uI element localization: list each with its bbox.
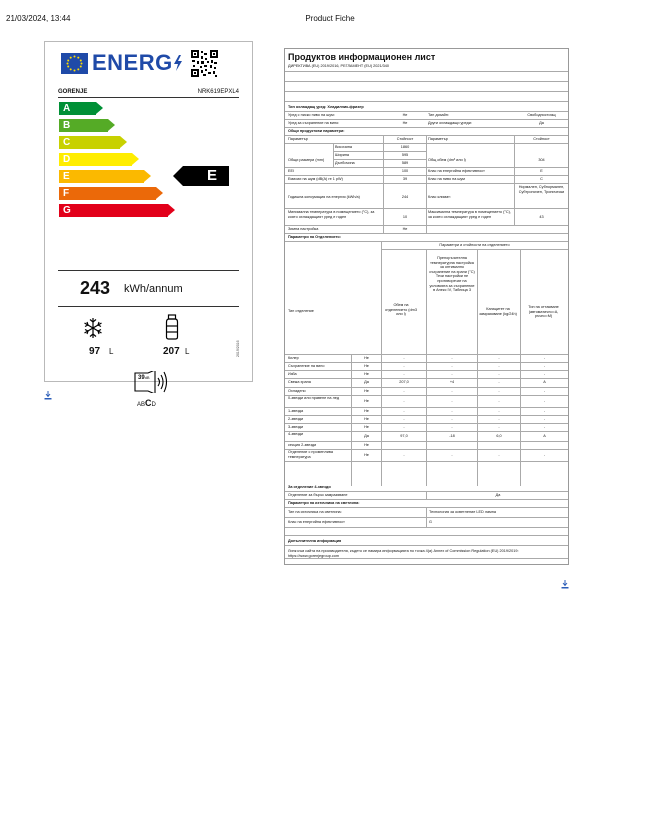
- compartment-freeze: 6,0: [496, 433, 502, 438]
- dim-depth-label: Дълбочина: [335, 161, 355, 165]
- freeze-col-header: Капацитет на замразяване (kg/24h): [479, 307, 517, 316]
- qr-code-icon: [191, 50, 218, 77]
- compartment-temp: +4: [449, 380, 455, 385]
- compartment-volume: -: [403, 355, 405, 360]
- compartment-present: Не: [364, 424, 369, 429]
- energy-class-bar: D: [59, 153, 132, 166]
- compartment-freeze: -: [498, 416, 500, 421]
- noise-db-unit: dB: [144, 375, 150, 380]
- energy-label: [44, 41, 253, 408]
- dim-depth-value: 589: [401, 161, 409, 165]
- divider: [58, 270, 239, 271]
- four-star-heading: За отделение 4-звезди: [288, 485, 331, 489]
- total-volume-value: 304: [538, 158, 545, 162]
- compartment-defrost: -: [543, 355, 546, 360]
- value-col-header: Стойност: [533, 137, 550, 141]
- compartment-defrost: -: [543, 371, 546, 376]
- max-temp-value: 43: [539, 215, 544, 219]
- min-temp-value: 10: [402, 215, 408, 219]
- brand-name: GORENJE: [58, 89, 88, 95]
- compartment-name: секция 2-звезди: [288, 442, 317, 447]
- light-type-label: Тип на източника на светлина:: [288, 510, 342, 514]
- fast-freeze-label: Отделение за бързо замразяване: [288, 493, 348, 497]
- energy-wordmark: [92, 50, 183, 76]
- volume-col-header: Обем на отделението (dm3 или l): [385, 303, 417, 317]
- eff-class-value: E: [540, 169, 543, 173]
- compartment-temp: -: [451, 371, 453, 376]
- compartment-name: Отделение с променлива температура: [288, 450, 333, 459]
- noise-class-post: D: [151, 402, 156, 408]
- compartment-present: Не: [364, 355, 369, 360]
- compartment-present: Не: [364, 452, 369, 457]
- compartment-name: Килер: [288, 355, 299, 360]
- compartment-present: Не: [364, 442, 369, 447]
- noise-class-value: C: [540, 177, 543, 181]
- download-icon[interactable]: [44, 387, 54, 397]
- design-type-label: Тип дизайн:: [428, 113, 449, 117]
- param-col-header: Параметър: [288, 137, 308, 141]
- sheet-directive: ДИРЕКТИВА (EU) 2019/2016, РЕГЛАМЕНТ (EU) 2021/340: [288, 64, 389, 68]
- compartment-type-header: Тип отделение: [288, 309, 314, 313]
- compartment-present: Да: [364, 380, 369, 385]
- other-cooling-label: Други охлаждащи уреди:: [428, 121, 472, 125]
- eei-value: 100: [401, 169, 409, 173]
- max-temp-label: Максимална температура в помещението (°C), за която охлаждащият уред е годен: [428, 210, 511, 219]
- other-cooling-value: Да: [539, 121, 544, 125]
- dims-label: Общи размери (mm): [288, 158, 325, 162]
- general-params-heading: Общи продуктови параметри:: [288, 129, 345, 133]
- compartment-freeze: -: [498, 363, 500, 368]
- light-type-value: Технология за осветление LED лампа: [429, 510, 496, 514]
- compartment-volume: -: [403, 452, 405, 457]
- compartment-present: Не: [364, 371, 369, 376]
- compartment-defrost: -: [543, 452, 546, 457]
- noise-class-label: Клас на ниво на шум: [428, 177, 465, 181]
- compartment-volume: 207,0: [399, 380, 409, 385]
- compartment-defrost: A: [543, 380, 546, 385]
- light-class-label: Клас на енергийна ефективност: [288, 520, 345, 524]
- temp-col-header: Препоръчителна температурна настройка за оптимално съхранение на храни (°C) Тези настройки не противоречат на условията за съхранение в Анекс IV, Таблица 3: [429, 256, 475, 293]
- winter-setting-value: Не: [402, 227, 408, 231]
- divider: [58, 97, 239, 98]
- compartment-volume: -: [403, 388, 405, 393]
- freezer-volume-unit: L: [109, 347, 114, 356]
- climate-class-value: Нормален, Субнормален, Субтропичен, Тропически: [518, 185, 565, 194]
- compartment-defrost: -: [543, 416, 546, 421]
- compartment-temp: -: [451, 398, 453, 403]
- compartment-name: Изба: [288, 371, 297, 376]
- compartment-temp: -: [451, 416, 453, 421]
- energy-class-bar: A: [59, 102, 96, 115]
- dim-height-label: Височина: [335, 145, 352, 149]
- compartment-defrost: -: [543, 424, 546, 429]
- energy-class-bar: C: [59, 136, 120, 149]
- compartment-name: 0-звезди или правене на лед: [288, 396, 340, 400]
- print-datetime: 21/03/2024, 13:44: [6, 14, 71, 23]
- compartment-present: Не: [364, 416, 369, 421]
- dim-height-value: 1860: [400, 145, 410, 149]
- compartment-name: Съхранение на вино: [288, 363, 325, 368]
- compartment-defrost: -: [543, 363, 546, 368]
- compartment-freeze: -: [498, 452, 500, 457]
- noise-class-letter: C: [145, 398, 152, 408]
- low-noise-value: Не: [402, 113, 408, 117]
- annual-energy-unit: kWh/annum: [124, 283, 183, 295]
- compartment-freeze: -: [498, 408, 500, 413]
- product-information-sheet: [284, 48, 569, 565]
- compartment-defrost: -: [543, 408, 546, 413]
- compartment-name: 2-звезди: [288, 416, 304, 421]
- compartment-name: 3-звезди: [288, 424, 304, 429]
- rating-letter: E: [206, 167, 217, 184]
- compartment-name: 1-звезда: [288, 408, 304, 413]
- annual-consumption-label: Годишна консумация на енергия (kWh/a): [288, 195, 360, 199]
- compartment-freeze: -: [498, 398, 500, 403]
- eff-class-label: Клас на енергийна ефективност: [428, 169, 485, 173]
- fast-freeze-value: Да: [495, 493, 501, 497]
- compartment-present: Не: [364, 363, 369, 368]
- compartment-name: Свежа храна: [288, 380, 311, 385]
- download-icon[interactable]: [561, 576, 571, 586]
- freezer-volume: 97: [89, 346, 101, 357]
- compartment-freeze: -: [498, 388, 500, 393]
- compartment-present: Да: [364, 433, 369, 438]
- eei-label: EEI: [288, 169, 295, 173]
- compartment-volume: -: [403, 416, 405, 421]
- compartment-temp: -: [451, 388, 453, 393]
- total-volume-label: Общ обем (dm³ или l): [428, 158, 466, 162]
- compartment-volume: -: [403, 408, 405, 413]
- compartment-volume: -: [403, 424, 405, 429]
- compartment-freeze: -: [498, 355, 500, 360]
- compartment-values-heading: Параметри и стойности на отделението: [439, 243, 510, 247]
- compartment-freeze: -: [498, 371, 500, 376]
- energy-class-bar: F: [59, 187, 156, 200]
- extra-info-heading: Допълнителна информация: [288, 539, 342, 543]
- appliance-type: Тип охлаждащ уред: Хладилник-фризер: [288, 105, 364, 109]
- compartment-temp: -: [451, 452, 453, 457]
- low-noise-label: Уред с ниско ниво на шум:: [288, 113, 335, 117]
- compartment-defrost: -: [543, 398, 546, 403]
- compartment-name: Охладено: [288, 388, 306, 393]
- dim-width-label: Ширина: [335, 153, 350, 157]
- param-col-header: Параметър: [428, 137, 448, 141]
- noise-db-value: 39: [138, 375, 145, 381]
- page-title: Product Fiche: [305, 14, 355, 23]
- compartment-temp: -: [451, 363, 453, 368]
- divider: [58, 306, 239, 307]
- compartment-freeze: -: [498, 424, 500, 429]
- fridge-icon: [164, 314, 180, 345]
- energy-word: ENERG: [92, 50, 173, 75]
- sheet-title: Продуктов информационен лист: [288, 52, 436, 62]
- compartment-params-heading: Параметри на Отделението:: [288, 235, 342, 239]
- compartment-present: Не: [364, 398, 369, 403]
- regulation-number: 2019/2016: [236, 340, 240, 357]
- compartment-temp: -: [451, 424, 453, 429]
- compartment-name: 4-звезди: [288, 432, 304, 436]
- compartment-freeze: -: [498, 380, 500, 385]
- fridge-volume: 207: [163, 346, 180, 357]
- noise-class-pre: AB: [137, 402, 146, 408]
- eu-flag-icon: [61, 53, 88, 74]
- energy-class-bar: B: [59, 119, 108, 132]
- wine-storage-value: Не: [402, 121, 408, 125]
- design-type-value: Свободностоящ: [527, 113, 556, 117]
- extra-info-text: Линк към сайта на производителя, където се намира информацията по точка 4(a) Annex of Commission Regulation (EU) 2019/2019: https://www.gorenjegroup.com: [288, 549, 519, 558]
- annual-consumption-value: 244: [401, 195, 409, 199]
- snowflake-icon: [83, 317, 103, 344]
- compartment-present: Не: [364, 388, 369, 393]
- compartment-defrost: A: [543, 433, 546, 438]
- noise-emission-value: 39: [402, 177, 408, 181]
- model-number: NRK619EPXL4: [197, 89, 239, 95]
- climate-class-label: Клас климат:: [428, 195, 451, 199]
- fridge-volume-unit: L: [185, 347, 190, 356]
- dim-width-value: 595: [401, 153, 409, 157]
- energy-class-bar: E: [59, 170, 144, 183]
- defrost-col-header: Тип на оттаяване (автоматично=А, ръчно=М): [528, 305, 559, 319]
- compartment-defrost: -: [543, 388, 546, 393]
- energy-class-bar: G: [59, 204, 168, 217]
- light-class-value: G: [429, 520, 432, 524]
- compartment-volume: -: [403, 371, 405, 376]
- rating-arrow: [173, 166, 229, 186]
- compartment-present: Не: [364, 408, 369, 413]
- min-temp-label: Минимална температура в помещението (°C), за която охлаждащият уред е годен: [288, 210, 375, 219]
- compartment-temp: -: [451, 355, 453, 360]
- noise-emission-label: Емисии на шум (dB(A) re 1 pW): [288, 177, 343, 181]
- compartment-temp: -: [451, 408, 453, 413]
- noise-class-scale: [137, 398, 156, 408]
- annual-energy-value: 243: [80, 278, 111, 298]
- winter-setting-label: Зимна настройка: [288, 227, 319, 231]
- noise-level: [138, 375, 150, 381]
- compartment-volume: 97,0: [400, 433, 408, 438]
- wine-storage-label: Уред за съхранение на вино:: [288, 121, 340, 125]
- compartment-volume: -: [403, 363, 405, 368]
- value-col-header: Стойност: [396, 137, 414, 141]
- compartment-volume: -: [403, 398, 405, 403]
- light-params-heading: Параметри на източника на светлина:: [288, 501, 360, 505]
- compartment-temp: -18: [449, 433, 455, 438]
